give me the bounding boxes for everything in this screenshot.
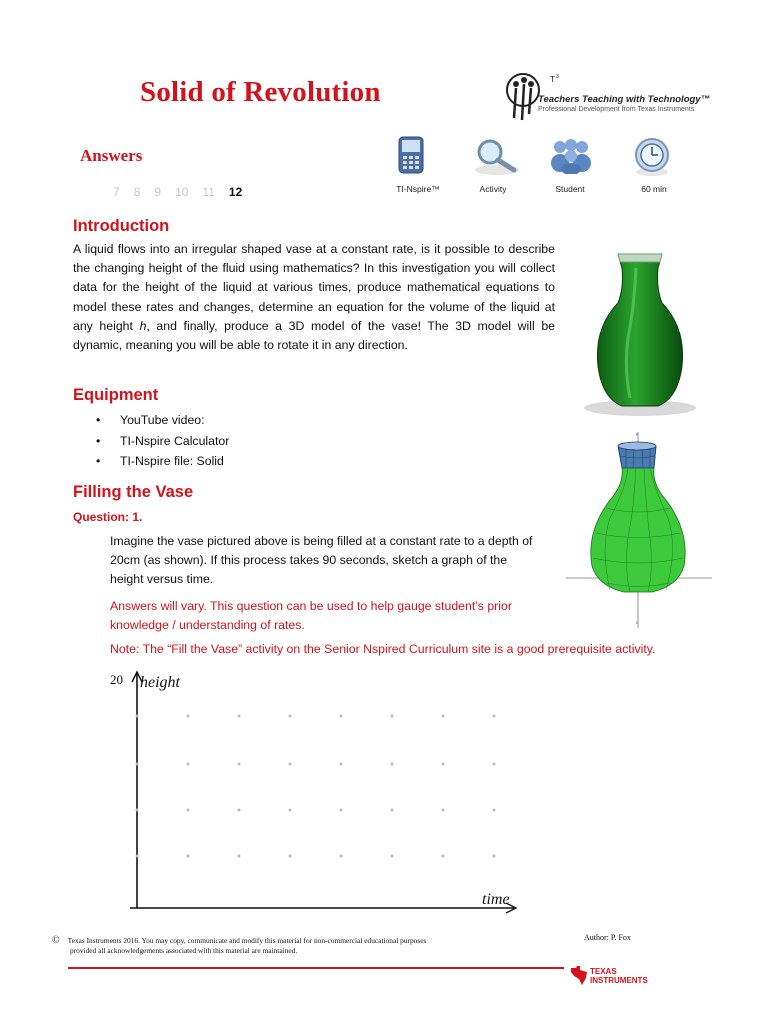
introduction-text: A liquid flows into an irregular shaped vase at a constant rate, is it possible to describe the changing height of the fluid using mathematics? In this investigation you will collect data for the height of the liquid at various times, produce mathematical equations to model these rates and changes, determine an equation for the volume of the liquid at any height h, and finally, produce a 3D model of the vase! The 3D model will be dynamic, meaning you will be able to rotate it in any direction. (73, 242, 555, 353)
footer-divider (68, 967, 564, 969)
y-axis-label: height (140, 674, 180, 691)
page-title: Solid of Revolution (140, 76, 381, 108)
introduction-heading: Introduction (73, 217, 170, 235)
list-item: • TI-Nspire file: Solid (96, 451, 229, 472)
filling-heading: Filling the Vase (73, 483, 194, 501)
calculator-icon (398, 136, 424, 179)
students-icon (546, 138, 596, 179)
list-item: • YouTube video: (96, 410, 229, 431)
icon-label: 60 min (641, 184, 667, 194)
current-page-number: 12 (228, 185, 243, 199)
page-number[interactable]: 8 (133, 185, 141, 199)
svg-text:T: T (550, 75, 555, 84)
grid-dots (136, 715, 496, 858)
svg-text:y: y (636, 431, 638, 436)
clock-icon (632, 137, 672, 182)
vase-photo (578, 248, 702, 422)
t3-brand-name: Teachers Teaching with Technology™ (538, 94, 711, 105)
page-number[interactable]: 10 (175, 185, 189, 199)
equipment-heading: Equipment (73, 386, 159, 404)
list-item: • TI-Nspire Calculator (96, 431, 229, 452)
vase-3d-model (566, 428, 712, 634)
magnifier-icon (472, 138, 522, 181)
copyright-notice: © Texas Instruments 2016. You may copy, communicate and modify this material for non-commercial educational purposes provided all acknowledgements associated with this material are maintained. (52, 935, 427, 955)
y-max-label: 20 (110, 672, 123, 687)
page-number[interactable]: 7 (113, 185, 120, 199)
author-credit: Author: P. Fox (584, 933, 631, 942)
page-number[interactable]: 9 (154, 185, 162, 199)
question-label: Question: 1. (73, 510, 143, 524)
svg-text:3: 3 (556, 74, 559, 80)
icon-label: TI-Nspire™ (396, 184, 440, 194)
answers-label: Answers (80, 146, 143, 165)
icon-label: Activity (479, 184, 507, 194)
ti-logo-icon (570, 966, 588, 986)
x-axis-label: time (482, 891, 510, 908)
page-number[interactable]: 11 (202, 185, 215, 199)
ti-brand-name: TEXAS INSTRUMENTS (590, 967, 648, 985)
t3-tagline: Professional Development from Texas Instruments (538, 106, 695, 113)
question-text: Imagine the vase pictured above is being filled at a constant rate to a depth of 20cm (as shown). If this process takes 90 seconds, sketch a graph of the height versus time. (110, 534, 533, 587)
icon-label: Student (555, 184, 585, 194)
answer-text: Answers will vary. This question can be used to help gauge student’s prior knowledge / understanding of rates. (110, 599, 512, 633)
page-numbers (113, 185, 242, 199)
svg-text:0: 0 (636, 620, 639, 625)
note-text: Note: The “Fill the Vase” activity on the Senior Nspired Curriculum site is a good prerequisite activity. (110, 642, 656, 656)
equipment-list (96, 410, 229, 472)
height-time-graph (104, 668, 534, 914)
